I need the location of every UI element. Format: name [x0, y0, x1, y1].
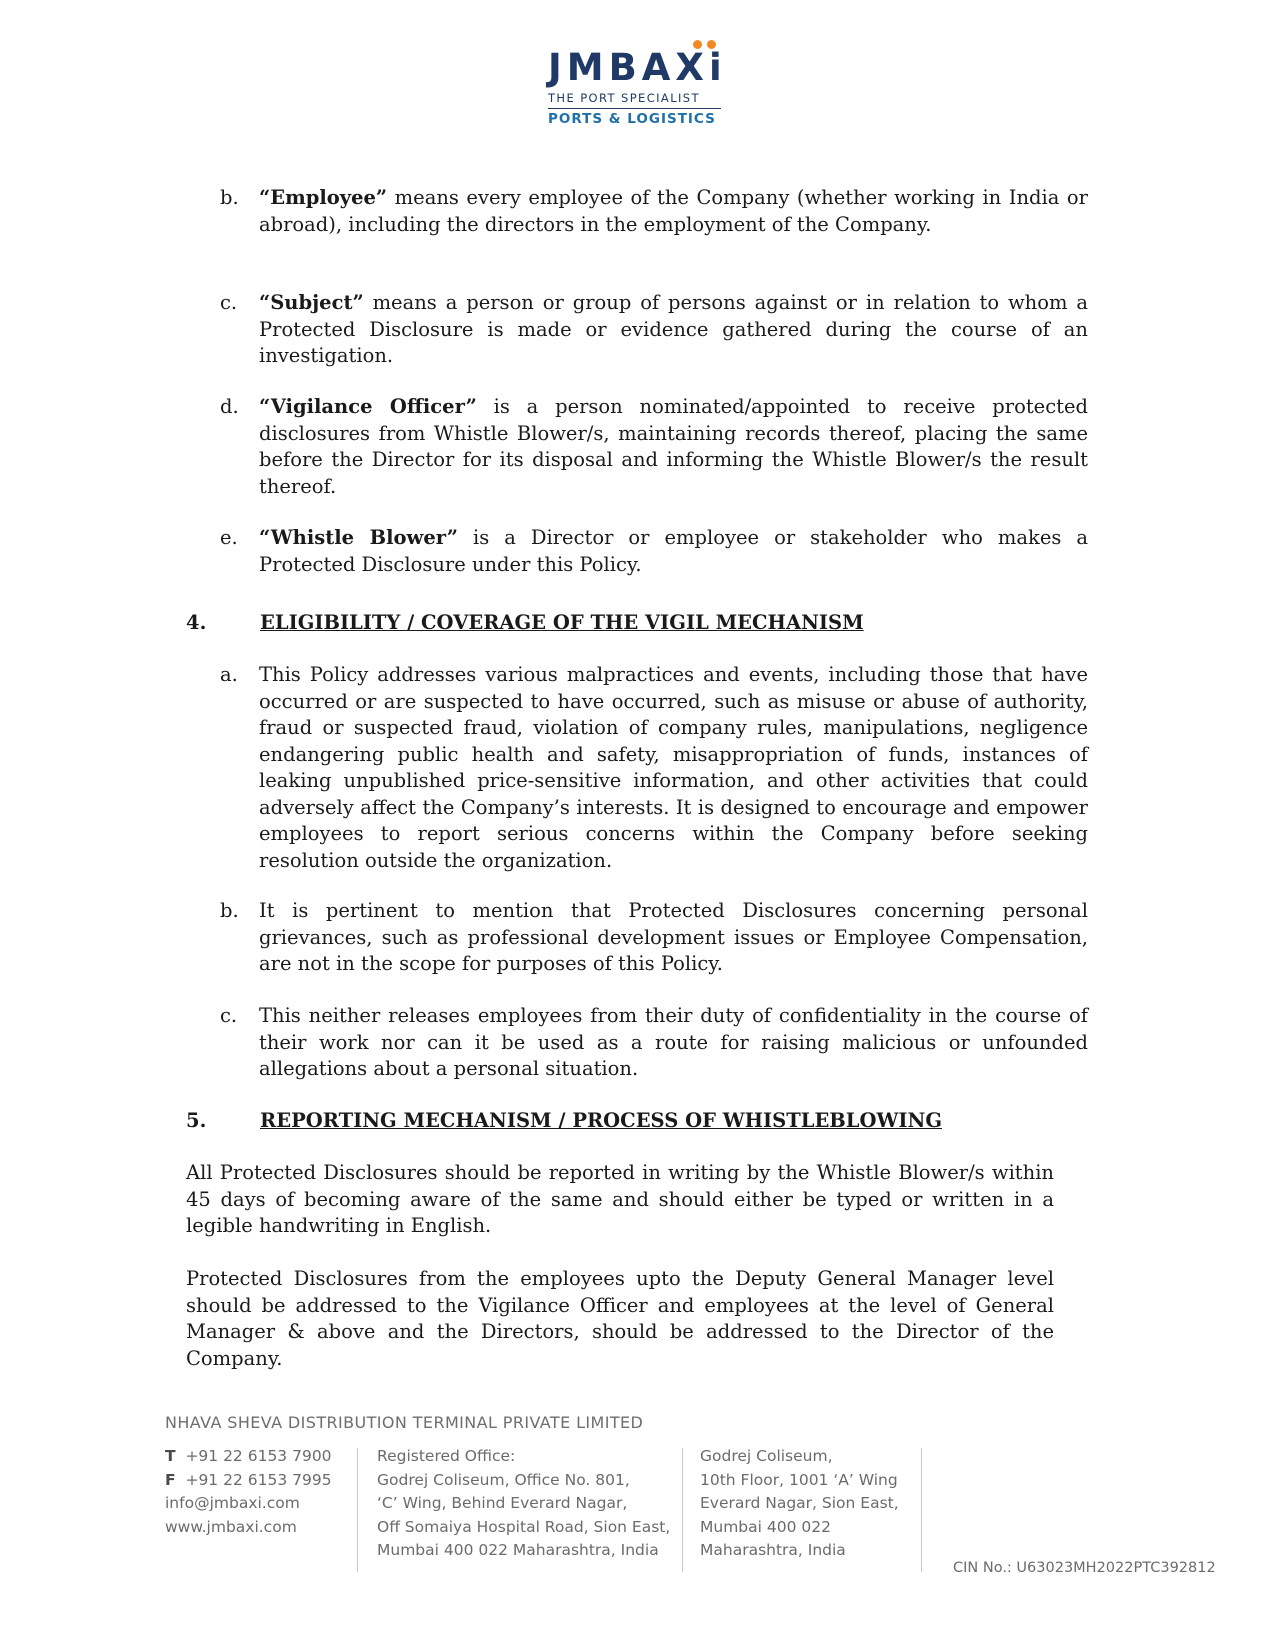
footer-company-name: NHAVA SHEVA DISTRIBUTION TERMINAL PRIVATE LIMITED: [165, 1413, 644, 1432]
list-label: e.: [220, 526, 238, 549]
address-line: ‘C’ Wing, Behind Everard Nagar,: [377, 1494, 628, 1512]
definition-body: means a person or group of persons against or in relation to whom a Protected Disclosure is made or evidence gathered during the course of an investigation.: [259, 291, 1088, 367]
definition-text: [259, 525, 1088, 578]
cin-number: CIN No.: U63023MH2022PTC392812: [953, 1560, 1216, 1576]
footer-divider: [357, 1448, 358, 1572]
footer-divider: [682, 1448, 683, 1572]
item-text: This neither releases employees from their duty of confidentiality in the course of their work nor can it be used as a route for raising malicious or unfounded allegations about a personal situation.: [259, 1004, 1088, 1080]
footer-office-address: [700, 1445, 899, 1563]
item-text: This Policy addresses various malpractices and events, including those that have occurred or are suspected to have occurred, such as misuse or abuse of authority, fraud or suspected fraud, violation of company rules, manipulations, negligence endangering public health and safety, misappropriation of funds, instances of leaking unpublished price-sensitive information, and other activities that could adversely affect the Company’s interests. It is designed to encourage and empower employees to report serious concerns within the Company before seeking resolution outside the organization.: [259, 663, 1088, 872]
definition-text: [259, 290, 1088, 370]
defined-term: “Whistle Blower”: [259, 526, 458, 549]
section5-paragraph: All Protected Disclosures should be reported in writing by the Whistle Blower/s within 45 days of becoming aware of the same and should either be typed or written in a legible handwriting in English.: [186, 1161, 1054, 1237]
email-link[interactable]: info@jmbaxi.com: [165, 1494, 300, 1512]
address-line: Godrej Coliseum,: [700, 1447, 833, 1465]
footer-contact: [165, 1445, 332, 1539]
fax-label: F: [165, 1470, 176, 1489]
address-line: Mumbai 400 022 Maharashtra, India: [377, 1541, 659, 1559]
section-title: REPORTING MECHANISM / PROCESS OF WHISTLEBLOWING: [260, 1109, 942, 1132]
section-number: 5.: [186, 1109, 207, 1132]
logo-divider: [548, 108, 721, 109]
logo-wordmark: JMBAXi: [548, 46, 727, 89]
definition-body: means every employee of the Company (whether working in India or abroad), including the directors in the employment of the Company.: [259, 186, 1088, 236]
website-link[interactable]: www.jmbaxi.com: [165, 1517, 297, 1536]
address-line: Godrej Coliseum, Office No. 801,: [377, 1470, 630, 1489]
definition-text: [259, 394, 1088, 500]
address-line: Maharashtra, India: [700, 1541, 846, 1559]
logo-tagline: THE PORT SPECIALIST: [548, 91, 700, 105]
definition-body: is a Director or employee or stakeholder who makes a Protected Disclosure under this Policy.: [259, 526, 1089, 576]
company-logo: [548, 34, 728, 134]
logo-subline: PORTS & LOGISTICS: [548, 111, 716, 127]
list-label: d.: [220, 395, 239, 418]
fax-number: +91 22 6153 7995: [185, 1470, 332, 1489]
list-label: b.: [220, 186, 239, 209]
section-number: 4.: [186, 611, 207, 634]
footer-registered-office: [377, 1445, 670, 1563]
list-label: c.: [220, 291, 238, 314]
footer-divider: [921, 1448, 922, 1572]
list-label: a.: [220, 663, 238, 686]
address-line: Everard Nagar, Sion East,: [700, 1494, 899, 1512]
address-line: Mumbai 400 022: [700, 1517, 831, 1536]
address-line: Off Somaiya Hospital Road, Sion East,: [377, 1517, 671, 1536]
phone-label: T: [165, 1447, 176, 1465]
item-text: It is pertinent to mention that Protected Disclosures concerning personal grievances, such as professional development issues or Employee Compensation, are not in the scope for purposes of this Policy.: [259, 899, 1088, 975]
phone-number: +91 22 6153 7900: [185, 1447, 332, 1465]
defined-term: “Employee”: [259, 186, 388, 209]
address-line: 10th Floor, 1001 ‘A’ Wing: [700, 1470, 898, 1489]
registered-heading: Registered Office:: [377, 1447, 516, 1465]
section-title: ELIGIBILITY / COVERAGE OF THE VIGIL MECHANISM: [260, 611, 864, 634]
list-label: c.: [220, 1004, 238, 1027]
list-label: b.: [220, 899, 239, 922]
definition-text: [259, 185, 1088, 238]
defined-term: “Subject”: [259, 291, 364, 314]
definition-body: is a person nominated/appointed to receive protected disclosures from Whistle Blower/s, maintaining records thereof, placing the same before the Director for its disposal and informing the Whistle Blower/s the result thereof.: [259, 395, 1088, 498]
defined-term: “Vigilance Officer”: [259, 395, 477, 418]
section5-paragraph: Protected Disclosures from the employees upto the Deputy General Manager level should be addressed to the Vigilance Officer and employees at the level of General Manager & above and the Directors, should be addressed to the Director of the Company.: [186, 1267, 1054, 1370]
